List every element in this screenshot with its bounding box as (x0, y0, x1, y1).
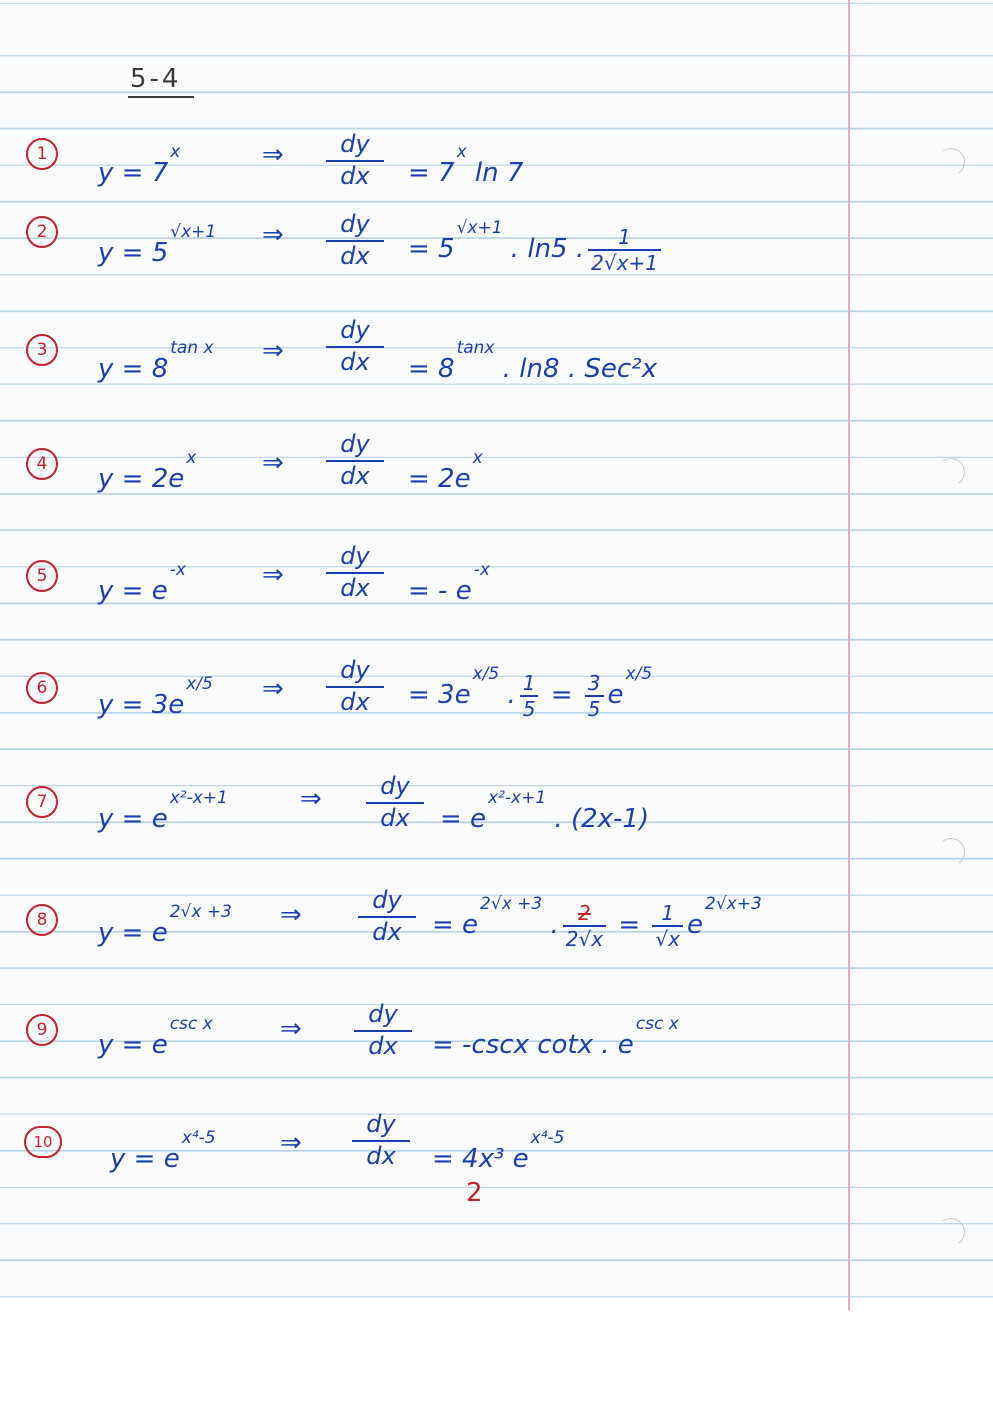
problem-row-10 (0, 1100, 993, 1200)
problem-number-badge: 4 (26, 448, 58, 480)
fraction: $\frac{1}{√x}$ (652, 901, 683, 951)
implies-arrow: ⇒ (262, 220, 284, 250)
derivative-symbol: $\frac{dy}{dx}$ (326, 542, 384, 602)
implies-arrow: ⇒ (262, 674, 284, 704)
derivative-result: = $8^{tanx}$ . ln8 . Sec²x (408, 338, 657, 384)
fraction: $\frac{2}{2√x}$ (563, 901, 606, 951)
derivative-result: = $3e^{x/5}$ . $\frac{1}{5}$ = $\frac{3}{5}$ $e^{x/5}$ (408, 664, 653, 721)
fraction: $\frac{3}{5}$ (585, 671, 604, 721)
problem-row-7 (0, 758, 993, 858)
page-label-underline (128, 96, 194, 98)
problem-number-badge: 9 (26, 1014, 58, 1046)
problem-number-badge: 6 (26, 672, 58, 704)
derivative-symbol: $\frac{dy}{dx}$ (326, 210, 384, 270)
given-function: $y = e^{2√x +3}$ (98, 902, 232, 948)
problem-row-6 (0, 640, 993, 740)
derivative-result: = - $e^{-x}$ (408, 560, 490, 606)
implies-arrow: ⇒ (300, 784, 322, 814)
given-function: $y = 2e^x$ (98, 448, 197, 494)
page-label: 5-4 (130, 64, 182, 94)
implies-arrow: ⇒ (280, 900, 302, 930)
derivative-symbol: $\frac{dy}{dx}$ (358, 886, 416, 946)
implies-arrow: ⇒ (280, 1014, 302, 1044)
problem-number-badge: 7 (26, 786, 58, 818)
given-function: $y = 7^x$ (98, 142, 181, 188)
derivative-result: = -cscx cotx . $e^{csc x}$ (432, 1014, 679, 1060)
fraction: $\frac{1}{2√x+1}$ (588, 225, 661, 275)
derivative-symbol: $\frac{dy}{dx}$ (326, 130, 384, 190)
fraction: $\frac{1}{5}$ (520, 671, 539, 721)
given-function: $y = 3e^{x/5}$ (98, 674, 213, 720)
problem-number-badge: 2 (26, 216, 58, 248)
problem-row-8 (0, 870, 993, 970)
problem-number-badge: 3 (26, 334, 58, 366)
given-function: $y = e^{csc x}$ (98, 1014, 213, 1060)
given-function: $y = 5^{√x+1}$ (98, 222, 217, 268)
derivative-result: = $5^{√x+1}$ . ln5 . $\frac{1}{2√x+1}$ (408, 218, 665, 275)
derivative-result: = 4x³ $e^{x^4-5}$ (432, 1128, 565, 1174)
derivative-symbol: $\frac{dy}{dx}$ (366, 772, 424, 832)
problem-number-badge: 5 (26, 560, 58, 592)
derivative-result: = $2e^x$ (408, 448, 483, 494)
derivative-symbol: $\frac{dy}{dx}$ (326, 316, 384, 376)
problem-number-badge: 8 (26, 904, 58, 936)
problem-row-4 (0, 418, 993, 518)
derivative-result: = $7^x$ ln 7 (408, 142, 524, 188)
given-function: $y = 8^{tan x}$ (98, 338, 214, 384)
implies-arrow: ⇒ (262, 336, 284, 366)
derivative-result: = $e^{2√x +3}$ . $\frac{2}{2√x}$ = $\frac{1}{√x}$ $e^{2√x+3}$ (432, 894, 762, 951)
problem-row-3 (0, 300, 993, 400)
given-function: $y = e^{x^4-5}$ (110, 1128, 216, 1174)
page-number: 2 (466, 1178, 483, 1208)
implies-arrow: ⇒ (262, 560, 284, 590)
implies-arrow: ⇒ (262, 448, 284, 478)
implies-arrow: ⇒ (262, 140, 284, 170)
problem-number-badge: 10 (24, 1126, 62, 1158)
given-function: $y = e^{-x}$ (98, 560, 186, 606)
paper-bottom-margin (0, 1300, 993, 1403)
derivative-symbol: $\frac{dy}{dx}$ (326, 656, 384, 716)
derivative-symbol: $\frac{dy}{dx}$ (326, 430, 384, 490)
problem-number-badge: 1 (26, 138, 58, 170)
derivative-result: = $e^{x^2-x+1}$ . (2x-1) (440, 788, 650, 834)
implies-arrow: ⇒ (280, 1128, 302, 1158)
problem-row-9 (0, 984, 993, 1084)
derivative-symbol: $\frac{dy}{dx}$ (354, 1000, 412, 1060)
problem-row-2 (0, 200, 993, 300)
given-function: $y = e^{x^2-x+1}$ (98, 788, 228, 834)
derivative-symbol: $\frac{dy}{dx}$ (352, 1110, 410, 1170)
problem-row-5 (0, 530, 993, 630)
